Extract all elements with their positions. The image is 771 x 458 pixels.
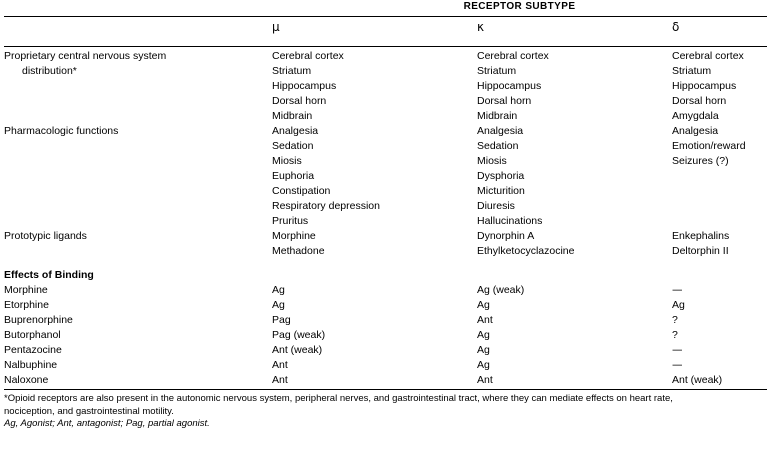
row-label bbox=[4, 95, 272, 110]
table-row bbox=[4, 284, 767, 299]
table-row bbox=[4, 47, 767, 66]
effects-heading: Effects of Binding bbox=[4, 269, 94, 282]
cell-mu: Ag bbox=[272, 284, 285, 297]
cell-mu: Euphoria bbox=[272, 170, 315, 183]
footnote-line-2: nociception, and gastrointestinal motility. bbox=[4, 405, 174, 417]
column-header-mu: μ bbox=[272, 17, 477, 40]
cell-mu: Striatum bbox=[272, 65, 312, 78]
row-label bbox=[4, 140, 272, 155]
effects-heading-blank-1 bbox=[272, 260, 477, 284]
cell-mu: Pag bbox=[272, 314, 291, 327]
super-header-spacer bbox=[4, 0, 272, 17]
cell-delta: Striatum bbox=[672, 65, 712, 78]
cell-delta: Enkephalins bbox=[672, 230, 730, 243]
table-row bbox=[4, 299, 767, 314]
cell-mu: Hippocampus bbox=[272, 80, 337, 93]
footnote-abbreviations: Ag, Agonist; Ant, antagonist; Pag, partial agonist. bbox=[4, 418, 210, 430]
cell-mu: Methadone bbox=[272, 245, 325, 258]
cell-delta bbox=[672, 170, 767, 185]
table-row bbox=[4, 344, 767, 359]
cell-delta: Emotion/reward bbox=[672, 140, 746, 153]
cell-delta: Dorsal horn bbox=[672, 95, 727, 108]
cell-kappa: Striatum bbox=[477, 65, 517, 78]
column-header-blank bbox=[4, 17, 272, 40]
table-row bbox=[4, 170, 767, 185]
row-label bbox=[4, 170, 272, 185]
cell-mu: Analgesia bbox=[272, 125, 319, 138]
table-row bbox=[4, 65, 767, 80]
cell-mu: Ant (weak) bbox=[272, 344, 323, 357]
cell-kappa: Ant bbox=[477, 314, 493, 327]
cell-kappa: Ag bbox=[477, 329, 490, 342]
cell-delta: ? bbox=[672, 329, 678, 342]
cell-delta: Ag bbox=[672, 299, 685, 312]
row-label: Etorphine bbox=[4, 299, 49, 312]
cell-delta: — bbox=[672, 284, 683, 297]
effects-heading-blank-3 bbox=[672, 260, 767, 284]
cell-kappa: Ag bbox=[477, 299, 490, 312]
table-row bbox=[4, 95, 767, 110]
table-row bbox=[4, 155, 767, 170]
table-row bbox=[4, 359, 767, 374]
cell-kappa: Hallucinations bbox=[477, 215, 543, 228]
cell-delta: — bbox=[672, 344, 683, 357]
row-label: Pentazocine bbox=[4, 344, 62, 357]
row-label bbox=[4, 155, 272, 170]
row-label: Pharmacologic functions bbox=[4, 125, 119, 138]
table-row bbox=[4, 215, 767, 230]
footnote-line-1: *Opioid receptors are also present in the autonomic nervous system, peripheral nerves, and gastrointestinal tract, where they can mediate effects on heart rate, bbox=[4, 393, 673, 405]
cell-kappa: Ag bbox=[477, 344, 490, 357]
row-label: Nalbuphine bbox=[4, 359, 58, 372]
cell-delta: Deltorphin II bbox=[672, 245, 729, 258]
row-label: Morphine bbox=[4, 284, 48, 297]
table-row bbox=[4, 374, 767, 390]
row-label: distribution* bbox=[22, 65, 77, 78]
cell-delta: Amygdala bbox=[672, 110, 719, 123]
table-row bbox=[4, 245, 767, 260]
footnote-row bbox=[4, 390, 767, 431]
table-row bbox=[4, 140, 767, 155]
cell-mu: Pruritus bbox=[272, 215, 309, 228]
effects-heading-row bbox=[4, 260, 767, 284]
row-label bbox=[4, 245, 272, 260]
cell-delta: Hippocampus bbox=[672, 80, 737, 93]
table-row bbox=[4, 125, 767, 140]
table-row bbox=[4, 185, 767, 200]
table-row bbox=[4, 230, 767, 245]
cell-delta: — bbox=[672, 359, 683, 372]
cell-delta bbox=[672, 200, 767, 215]
cell-delta: Seizures (?) bbox=[672, 155, 729, 168]
table-row bbox=[4, 110, 767, 125]
column-header-delta: δ bbox=[672, 17, 767, 40]
cell-kappa: Diuresis bbox=[477, 200, 515, 213]
row-label: Prototypic ligands bbox=[4, 230, 87, 243]
receptor-subtype-table bbox=[4, 0, 767, 431]
cell-kappa: Analgesia bbox=[477, 125, 524, 138]
cell-mu: Ant bbox=[272, 374, 288, 387]
row-label bbox=[4, 185, 272, 200]
row-label: Butorphanol bbox=[4, 329, 61, 342]
super-header-row bbox=[4, 0, 767, 17]
column-header-row bbox=[4, 17, 767, 40]
table-row bbox=[4, 200, 767, 215]
table-row bbox=[4, 314, 767, 329]
row-label: Buprenorphine bbox=[4, 314, 73, 327]
cell-kappa: Ethylketocyclazocine bbox=[477, 245, 575, 258]
cell-delta: Ant (weak) bbox=[672, 374, 723, 387]
cell-mu: Sedation bbox=[272, 140, 314, 153]
row-label bbox=[4, 215, 272, 230]
super-header-label: RECEPTOR SUBTYPE bbox=[463, 1, 576, 12]
cell-kappa: Sedation bbox=[477, 140, 519, 153]
cell-mu: Midbrain bbox=[272, 110, 313, 123]
column-header-kappa: κ bbox=[477, 17, 672, 40]
cell-kappa: Dysphoria bbox=[477, 170, 525, 183]
cell-kappa: Micturition bbox=[477, 185, 525, 198]
row-label: Proprietary central nervous system bbox=[4, 50, 167, 63]
cell-mu: Miosis bbox=[272, 155, 302, 168]
row-label: Naloxone bbox=[4, 374, 49, 387]
table-row bbox=[4, 329, 767, 344]
table-row bbox=[4, 80, 767, 95]
effects-heading-blank-2 bbox=[477, 260, 672, 284]
row-label bbox=[4, 80, 272, 95]
cell-mu: Dorsal horn bbox=[272, 95, 327, 108]
cell-kappa: Cerebral cortex bbox=[477, 50, 549, 63]
cell-delta: Analgesia bbox=[672, 125, 719, 138]
cell-kappa: Ag bbox=[477, 359, 490, 372]
cell-mu: Pag (weak) bbox=[272, 329, 326, 342]
cell-kappa: Ant bbox=[477, 374, 493, 387]
cell-kappa: Dynorphin A bbox=[477, 230, 535, 243]
cell-mu: Ag bbox=[272, 299, 285, 312]
cell-delta bbox=[672, 185, 767, 200]
cell-mu: Morphine bbox=[272, 230, 316, 243]
cell-kappa: Miosis bbox=[477, 155, 507, 168]
cell-delta bbox=[672, 215, 767, 230]
footnote-block bbox=[4, 390, 767, 431]
cell-kappa: Midbrain bbox=[477, 110, 518, 123]
cell-delta: ? bbox=[672, 314, 678, 327]
cell-delta: Cerebral cortex bbox=[672, 50, 744, 63]
cell-mu: Respiratory depression bbox=[272, 200, 380, 213]
row-label bbox=[4, 200, 272, 215]
cell-kappa: Hippocampus bbox=[477, 80, 542, 93]
cell-mu: Constipation bbox=[272, 185, 331, 198]
cell-mu: Cerebral cortex bbox=[272, 50, 344, 63]
cell-kappa: Ag (weak) bbox=[477, 284, 525, 297]
cell-kappa: Dorsal horn bbox=[477, 95, 532, 108]
cell-mu: Ant bbox=[272, 359, 288, 372]
row-label bbox=[4, 110, 272, 125]
